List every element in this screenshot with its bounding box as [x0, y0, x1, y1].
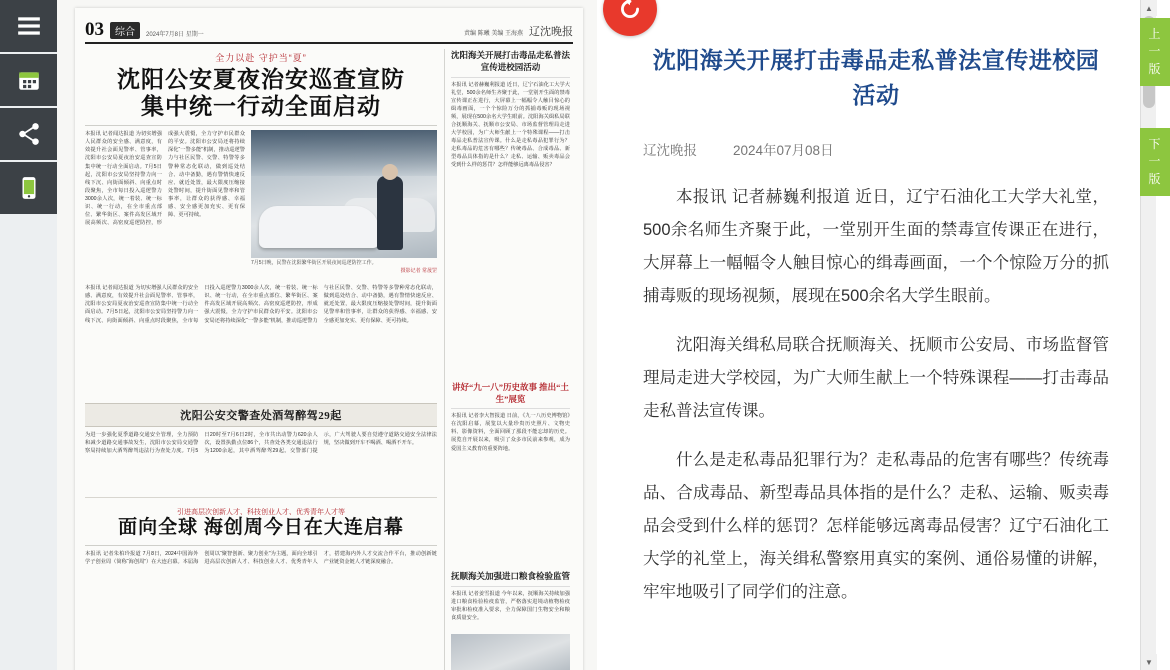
page-nav-buttons — [1140, 0, 1170, 670]
side-article-2-title[interactable]: 讲好“九一八”历史故事 推出“土生”展览 — [451, 381, 570, 410]
scrollbar-down-arrow[interactable]: ▼ — [1141, 654, 1157, 670]
lead-photo — [251, 130, 437, 258]
newspaper-main-column — [85, 49, 437, 670]
share-button[interactable] — [0, 108, 57, 160]
scrollbar-up-arrow[interactable]: ▲ — [1141, 0, 1157, 16]
calendar-button[interactable] — [0, 54, 57, 106]
section-badge: 综合 — [110, 22, 140, 39]
lead-headline-line1[interactable]: 沈阳公安夏夜治安巡查宣防 — [117, 67, 405, 92]
lead-body-continued: 本报讯 记者闻达报道 为切实增强人民群众的安全感、满意度，有效提升社会面见警率、管事率，沈阳市公安局夏夜治安巡查宣防集中统一行动全面启动。7月5日起，沈阳市公安局坚持警力向一线下沉、向街面倾斜、向重点时段聚焦，全市每日投入巡逻警力3000余人次，统一着装、统一标识、统一行动，在全市重点部位、繁华街区、案件高发区域开展高频次、高密度巡逻防控，形成强大震慑，全力守护市民群众的平安。沈阳市公安局还将持续深化“一警多能”机制，推动巡逻警力与社区民警、交警、特警等多警种常态化联动，做到巡处结合、动中备勤，遇有警情快速反应、就近处置，最大限度压缩接处警时间，提升街面见警率和管事率，让群众的获得感、幸福感、安全感更加充实、更有保障、更可持续。 — [85, 285, 437, 324]
newspaper-page-header — [85, 14, 573, 44]
third-article-body: 本报讯 记者朱柏玲报道 7月8日，2024中国海外学子创业周（简称“海创周”）在大连启幕。本届海创周以“聚智创新、聚力创业”为主题，面向全球引进高层次创新人才、科技创业人才、优秀青年人才，搭建海内外人才交流合作平台，推动创新链产业链资金链人才链深度融合。 — [85, 551, 437, 566]
newspaper-page[interactable] — [75, 8, 583, 670]
article-meta — [643, 139, 1109, 159]
article-date: 2024年07月08日 — [733, 143, 834, 158]
article-body — [643, 181, 1109, 609]
side-article-3-title[interactable]: 抚顺海关加强进口粮食检验监管 — [451, 570, 570, 586]
article-source: 辽沈晚报 — [643, 143, 697, 158]
lead-photo-credit: 摄影记者 常晟罡 — [400, 268, 437, 275]
next-page-button[interactable]: 下一版 — [1140, 128, 1170, 196]
second-article-headline[interactable]: 沈阳公安交警查处酒驾醉驾29起 — [85, 403, 437, 427]
masthead-logo: 辽沈晚报 — [529, 26, 573, 38]
calendar-icon — [16, 67, 42, 93]
second-article-body: 为进一步强化夏季道路交通安全管理，全力预防和减少道路交通事故发生，沈阳市公安局交通警察局持续加大酒驾醉驾违法行为查处力度。7月5日20时至7月6日2时，全市共出动警力620余人次，设置执勤点位86个，共查处各类交通违法行为1200余起，其中酒驾醉驾29起。交警部门提示，广大驾驶人要自觉遵守道路交通安全法律法规，坚决做到开车不喝酒、喝酒不开车。 — [85, 432, 437, 455]
prev-page-button[interactable]: 上一版 — [1140, 18, 1170, 86]
article-title: 沈阳海关开展打击毒品走私普法宣传进校园活动 — [652, 48, 1100, 108]
lead-article-top — [85, 130, 437, 280]
headline-rule — [85, 125, 437, 126]
page-number: 03 — [85, 19, 104, 40]
lead-headline-line2[interactable]: 集中统一行动全面启动 — [141, 94, 381, 120]
third-kicker: 引进高层次创新人才、科技创业人才、优秀青年人才等 — [177, 509, 345, 517]
third-rule — [85, 545, 437, 546]
page-date-line: 2024年7月8日 星期一 — [146, 31, 204, 38]
section-rule — [85, 497, 437, 498]
side-photo — [451, 634, 570, 670]
refresh-arrow-icon — [617, 0, 643, 22]
side-article-2-body: 本报讯 记者李大智报道 日前，《九一八历史博物馆》在沈阳启幕，展览以大量珍贵历史照片、文物史料、影像资料，全面回顾了那段不能忘却的历史。展览自开展以来，吸引了众多市民前来参观，成为爱国主义教育的重要阵地。 — [451, 413, 570, 452]
page-editors: 责编 陈曦 美编 王海燕 — [463, 31, 523, 38]
lead-body-left: 本报讯 记者闻达报道 为切实增强人民群众的安全感、满意度，有效提升社会面见警率、管事率，沈阳市公安局夏夜治安巡查宣防集中统一行动全面启动。7月5日起，沈阳市公安局坚持警力向一线下沉、向街面倾斜、向重点时段聚焦，全市每日投入巡逻警力3000余人次，统一着装、统一标识、统一行动，在全市重点部位、繁华街区、案件高发区域开展高频次、高密度巡逻防控，形成强大震慑，全力守护市民群众的平安。沈阳市公安局还将持续深化“一警多能”机制，推动巡逻警力与社区民警、交警、特警等多警种常态化联动，做到巡处结合、动中备勤，遇有警情快速反应、就近处置，最大限度压缩接处警时间，提升街面见警率和管事率，让群众的获得感、幸福感、安全感更加充实、更有保障、更可持续。 — [85, 131, 245, 226]
lead-photo-caption: 7月5日晚，民警在沈阳繁华街区开展夜间巡逻防控工作。 — [251, 260, 377, 267]
article-paragraph: 本报讯 记者赫巍利报道 近日，辽宁石油化工大学大礼堂，500余名师生齐聚于此，一堂别开生面的禁毒宣传课正在进行，大屏幕上一幅幅令人触目惊心的缉毒画面，一个个惊险万分的抓捕毒贩的现场视频，展现在500余名大学生眼前。 — [643, 188, 1109, 305]
newspaper-columns — [85, 49, 573, 670]
newspaper-page-viewer[interactable] — [57, 0, 597, 670]
side-article-1-title[interactable]: 沈阳海关开展打击毒品走私普法宣传进校园活动 — [451, 49, 570, 78]
article-pane[interactable] — [597, 0, 1155, 670]
side-article-1-body: 本报讯 记者赫巍利报道 近日，辽宁石油化工大学大礼堂，500余名师生齐聚于此，一堂别开生面的禁毒宣传课正在进行，大屏幕上一幅幅令人触目惊心的缉毒画面，一个个惊险万分的抓捕毒贩的现场视频，展现在500余名大学生眼前。沈阳海关缉私局联合抚顺海关、抚顺市公安局、市场监督管理局走进大学校园，为广大师生献上一个特殊课程——打击毒品走私普法宣传课。什么是走私毒品犯罪行为？走私毒品的危害有哪些？传统毒品、合成毒品、新型毒品具体指的是什么？走私、运输、贩卖毒品会受到什么样的惩罚？怎样能够远离毒品侵害？ — [451, 81, 570, 169]
mobile-phone-icon — [16, 175, 42, 201]
hamburger-menu-icon — [16, 13, 42, 39]
lead-kicker: 全力以赴 守护当“夏” — [215, 53, 307, 63]
left-toolbar — [0, 0, 57, 670]
side-article-3-body: 本报讯 记者姜雪报道 今年以来，抚顺海关持续加强进口粮食检验检疫监管，严格落实进境动植物检疫审批和检疫准入要求，全力保障国门生物安全和粮食质量安全。 — [451, 590, 570, 621]
menu-button[interactable] — [0, 0, 57, 52]
article-paragraph: 什么是走私毒品犯罪行为？走私毒品的危害有哪些？传统毒品、合成毒品、新型毒品具体指的是什么？走私、运输、贩卖毒品会受到什么样的惩罚？怎样能够远离毒品侵害？辽宁石油化工大学的礼堂上，海关缉私警察用真实的案例、通俗易懂的讲解，牢牢地吸引了同学们的注意。 — [643, 451, 1109, 601]
mobile-button[interactable] — [0, 162, 57, 214]
article-paragraph: 沈阳海关缉私局联合抚顺海关、抚顺市公安局、市场监督管理局走进大学校园，为广大师生献上一个特殊课程——打击毒品走私普法宣传课。 — [643, 336, 1109, 420]
share-icon — [16, 121, 42, 147]
third-headline[interactable]: 面向全球 海创周今日在大连启幕 — [118, 517, 404, 539]
newspaper-side-column — [444, 49, 570, 670]
lead-photo-block — [251, 130, 437, 280]
